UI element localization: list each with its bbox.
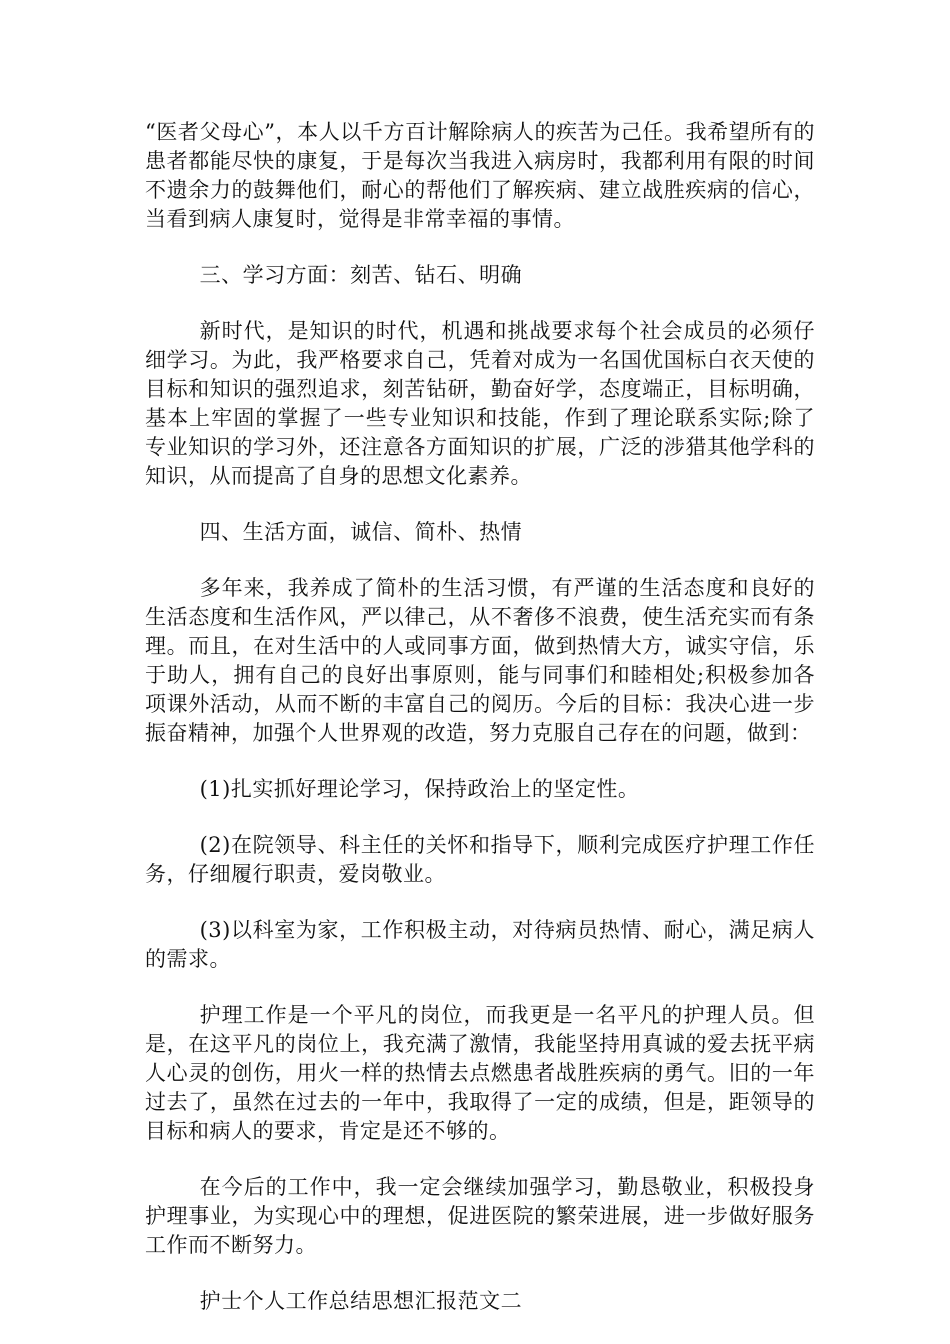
list-item-1: (1)扎实抓好理论学习，保持政治上的坚定性。 bbox=[199, 777, 640, 801]
list-item-3: (3)以科室为家，工作积极主动，对待病员热情、耐心，满足病人的需求。 bbox=[145, 918, 815, 971]
paragraph-nursing: 护理工作是一个平凡的岗位，而我更是一名平凡的护理人员。但是，在这平凡的岗位上，我充满了激情，我能坚持用真诚的爱去抚平病人心灵的创伤，用火一样的热情去点燃患者战胜疾病的勇气。旧的一年过去了，虽然在过去的一年中，我取得了一定的成绩，但是，距领导的目标和病人的要求，肯定是还不够的。 bbox=[145, 1003, 815, 1143]
paragraph-future: 在今后的工作中，我一定会继续加强学习，勤恳敬业，积极投身护理事业，为实现心中的理想，促进医院的繁荣进展，进一步做好服务工作而不断努力。 bbox=[145, 1175, 815, 1257]
document-body bbox=[145, 118, 815, 1343]
section-heading-study: 三、学习方面：刻苦、钻石、明确 bbox=[199, 263, 523, 287]
paragraph-life: 多年来，我养成了简朴的生活习惯，有严谨的生活态度和良好的生活态度和生活作风，严以律己，从不奢侈不浪费，使生活充实而有条理。而且，在对生活中的人或同事方面，做到热情大方，诚实守信，乐于助人，拥有自己的良好出事原则，能与同事们和睦相处;积极参加各项课外活动，从而不断的丰富自己的阅历。今后的目标：我决心进一步振奋精神，加强个人世界观的改造，努力克服自己存在的问题，做到： bbox=[145, 576, 815, 745]
section-heading-sample-two: 护士个人工作总结思想汇报范文二 bbox=[199, 1289, 523, 1313]
paragraph-study: 新时代，是知识的时代，机遇和挑战要求每个社会成员的必须仔细学习。为此，我严格要求自己，凭着对成为一名国优国标白衣天使的目标和知识的强烈追求，刻苦钻研，勤奋好学，态度端正，目标明确，基本上牢固的掌握了一些专业知识和技能，作到了理论联系实际;除了专业知识的学习外，还注意各方面知识的扩展，广泛的涉猎其他学科的知识，从而提高了自身的思想文化素养。 bbox=[145, 319, 815, 488]
list-item-2: (2)在院领导、科主任的关怀和指导下，顺利完成医疗护理工作任务，仔细履行职责，爱岗敬业。 bbox=[145, 833, 815, 886]
paragraph-continued: “医者父母心”，本人以千方百计解除病人的疾苦为己任。我希望所有的患者都能尽快的康复，于是每次当我进入病房时，我都利用有限的时间不遗余力的鼓舞他们，耐心的帮他们了解疾病、建立战胜疾病的信心，当看到病人康复时，觉得是非常幸福的事情。 bbox=[145, 120, 815, 231]
section-heading-life: 四、生活方面，诚信、简朴、热情 bbox=[199, 520, 523, 544]
